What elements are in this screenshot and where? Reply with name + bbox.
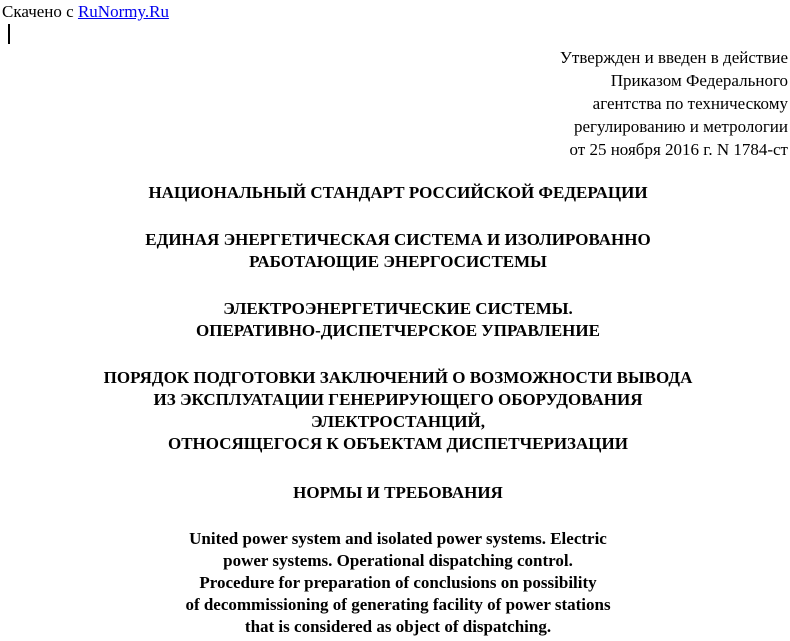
title-line: ОПЕРАТИВНО-ДИСПЕТЧЕРСКОЕ УПРАВЛЕНИЕ: [196, 321, 600, 340]
title-line: of decommissioning of generating facility of power stations: [185, 595, 611, 614]
title-line: ОТНОСЯЩЕГОСЯ К ОБЪЕКТАМ ДИСПЕТЧЕРИЗАЦИИ: [168, 434, 628, 453]
system-title: [0, 229, 790, 273]
title-line: ПОРЯДОК ПОДГОТОВКИ ЗАКЛЮЧЕНИЙ О ВОЗМОЖНОСТИ ВЫВОДА: [103, 368, 693, 387]
title-line: ЭЛЕКТРОЭНЕРГЕТИЧЕСКИЕ СИСТЕМЫ.: [223, 299, 573, 318]
approval-block: [560, 46, 788, 161]
national-standard-title: [0, 182, 790, 204]
english-title: [0, 528, 790, 638]
title-line: United power system and isolated power systems. Electric: [189, 529, 607, 548]
title-line: power systems. Operational dispatching control.: [223, 551, 573, 570]
subsystem-title: [0, 298, 790, 342]
approval-line: агентства по техническому: [592, 94, 788, 113]
source-prefix: Скачено с: [2, 2, 78, 21]
title-line: НАЦИОНАЛЬНЫЙ СТАНДАРТ РОССИЙСКОЙ ФЕДЕРАЦИИ: [148, 183, 648, 202]
title-line: that is considered as object of dispatching.: [244, 617, 552, 636]
title-line: ЕДИНАЯ ЭНЕРГЕТИЧЕСКАЯ СИСТЕМА И ИЗОЛИРОВАННО: [145, 230, 651, 249]
title-line: РАБОТАЮЩИЕ ЭНЕРГОСИСТЕМЫ: [249, 252, 547, 271]
title-line: Procedure for preparation of conclusions on possibility: [199, 573, 597, 592]
approval-line: от 25 ноября 2016 г. N 1784-ст: [569, 140, 788, 159]
norms-title: [0, 482, 790, 504]
title-line: ИЗ ЭКСПЛУАТАЦИИ ГЕНЕРИРУЮЩЕГО ОБОРУДОВАНИЯ: [153, 390, 643, 409]
text-cursor: [8, 24, 10, 44]
title-line: ЭЛЕКТРОСТАНЦИЙ,: [310, 412, 486, 431]
procedure-title: [0, 367, 790, 455]
approval-line: регулированию и метрологии: [573, 117, 788, 136]
approval-line: Приказом Федерального: [610, 71, 788, 90]
title-line: НОРМЫ И ТРЕБОВАНИЯ: [293, 483, 503, 502]
approval-line: Утвержден и введен в действие: [559, 48, 788, 67]
source-link[interactable]: RuNormy.Ru: [77, 2, 169, 21]
source-line: [2, 2, 169, 22]
